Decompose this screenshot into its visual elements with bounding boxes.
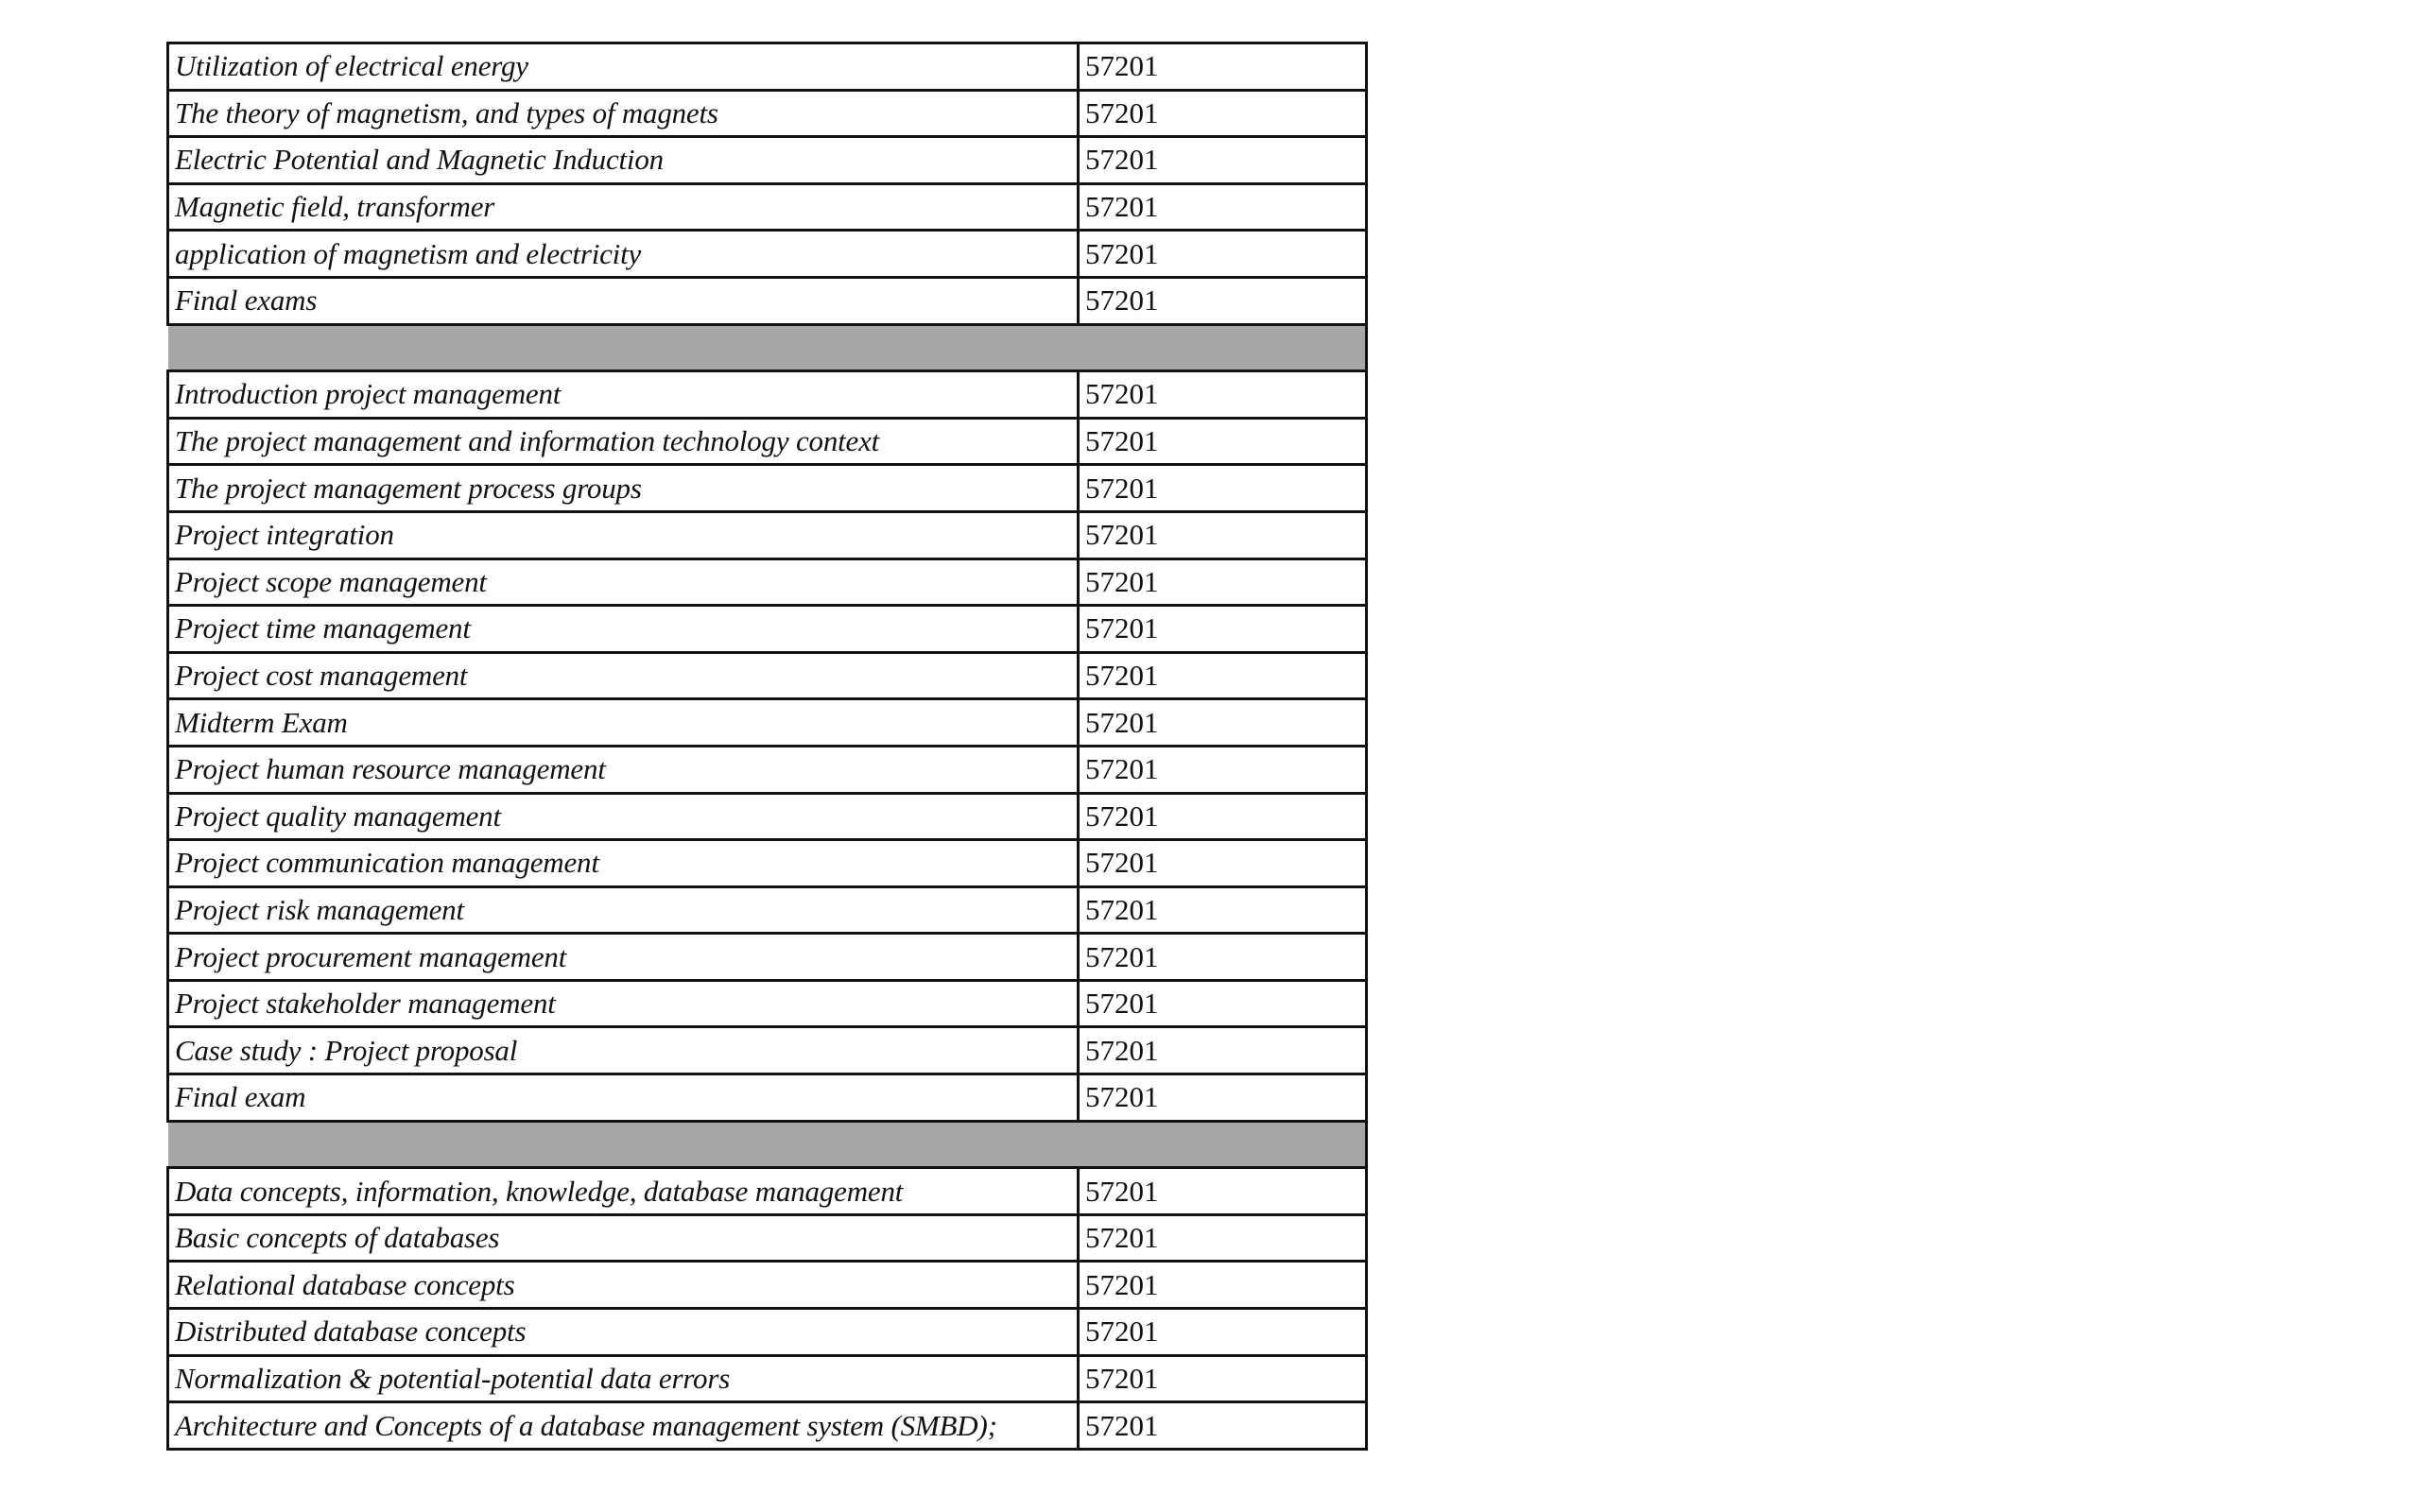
table-row [168, 1168, 1367, 1215]
topic-cell: Normalization & potential-potential data errors [168, 1355, 1079, 1402]
topic-cell: Project human resource management [168, 746, 1079, 793]
topic-cell: Distributed database concepts [168, 1309, 1079, 1356]
separator-cell [168, 324, 1367, 371]
code-cell: 57201 [1079, 652, 1367, 699]
topic-cell: Data concepts, information, knowledge, database management [168, 1168, 1079, 1215]
table-row [168, 606, 1367, 653]
code-cell: 57201 [1079, 231, 1367, 278]
table-row [168, 43, 1367, 91]
code-cell: 57201 [1079, 886, 1367, 934]
topic-cell: Introduction project management [168, 371, 1079, 419]
code-cell: 57201 [1079, 1402, 1367, 1450]
code-cell: 57201 [1079, 746, 1367, 793]
code-cell: 57201 [1079, 1355, 1367, 1402]
table-row [168, 137, 1367, 184]
topic-cell: Project quality management [168, 793, 1079, 840]
table-row [168, 1074, 1367, 1122]
code-cell: 57201 [1079, 1309, 1367, 1356]
table-row [168, 231, 1367, 278]
code-cell: 57201 [1079, 137, 1367, 184]
course-topics-body [168, 43, 1367, 1450]
code-cell: 57201 [1079, 980, 1367, 1027]
table-row [168, 511, 1367, 558]
table-row [168, 558, 1367, 606]
table-row [168, 371, 1367, 419]
topic-cell: The project management process groups [168, 465, 1079, 512]
code-cell: 57201 [1079, 606, 1367, 653]
code-cell: 57201 [1079, 793, 1367, 840]
topic-cell: Case study : Project proposal [168, 1027, 1079, 1074]
topic-cell: Project time management [168, 606, 1079, 653]
table-row [168, 465, 1367, 512]
topic-cell: Final exam [168, 1074, 1079, 1122]
table-row [168, 840, 1367, 887]
table-row [168, 1402, 1367, 1450]
topic-cell: Project integration [168, 511, 1079, 558]
table-row [168, 746, 1367, 793]
topic-cell: Magnetic field, transformer [168, 183, 1079, 231]
table-row [168, 1262, 1367, 1309]
topic-cell: Architecture and Concepts of a database management system (SMBD); [168, 1402, 1079, 1450]
table-row [168, 90, 1367, 137]
table-row [168, 183, 1367, 231]
table-row [168, 1214, 1367, 1262]
topic-cell: Final exams [168, 277, 1079, 324]
code-cell: 57201 [1079, 558, 1367, 606]
code-cell: 57201 [1079, 418, 1367, 465]
separator-cell [168, 1121, 1367, 1168]
topic-cell: Project cost management [168, 652, 1079, 699]
topic-cell: Project scope management [168, 558, 1079, 606]
code-cell: 57201 [1079, 1214, 1367, 1262]
code-cell: 57201 [1079, 1168, 1367, 1215]
code-cell: 57201 [1079, 934, 1367, 981]
topic-cell: Project communication management [168, 840, 1079, 887]
section-separator [168, 324, 1367, 371]
topic-cell: Project stakeholder management [168, 980, 1079, 1027]
table-row [168, 1027, 1367, 1074]
topic-cell: application of magnetism and electricity [168, 231, 1079, 278]
topic-cell: Electric Potential and Magnetic Induction [168, 137, 1079, 184]
code-cell: 57201 [1079, 183, 1367, 231]
section-separator [168, 1121, 1367, 1168]
table-row [168, 418, 1367, 465]
table-row [168, 277, 1367, 324]
topic-cell: Project procurement management [168, 934, 1079, 981]
code-cell: 57201 [1079, 511, 1367, 558]
topic-cell: Midterm Exam [168, 699, 1079, 747]
code-cell: 57201 [1079, 371, 1367, 419]
topic-cell: The theory of magnetism, and types of magnets [168, 90, 1079, 137]
code-cell: 57201 [1079, 1027, 1367, 1074]
course-topics-table [166, 42, 1368, 1451]
topic-cell: Project risk management [168, 886, 1079, 934]
table-row [168, 980, 1367, 1027]
code-cell: 57201 [1079, 277, 1367, 324]
topic-cell: Relational database concepts [168, 1262, 1079, 1309]
code-cell: 57201 [1079, 465, 1367, 512]
code-cell: 57201 [1079, 699, 1367, 747]
table-row [168, 1355, 1367, 1402]
table-row [168, 699, 1367, 747]
topic-cell: Basic concepts of databases [168, 1214, 1079, 1262]
table-row [168, 793, 1367, 840]
topic-cell: The project management and information technology context [168, 418, 1079, 465]
code-cell: 57201 [1079, 1074, 1367, 1122]
code-cell: 57201 [1079, 90, 1367, 137]
table-row [168, 886, 1367, 934]
code-cell: 57201 [1079, 1262, 1367, 1309]
table-row [168, 652, 1367, 699]
code-cell: 57201 [1079, 840, 1367, 887]
code-cell: 57201 [1079, 43, 1367, 91]
table-row [168, 934, 1367, 981]
table-row [168, 1309, 1367, 1356]
topic-cell: Utilization of electrical energy [168, 43, 1079, 91]
